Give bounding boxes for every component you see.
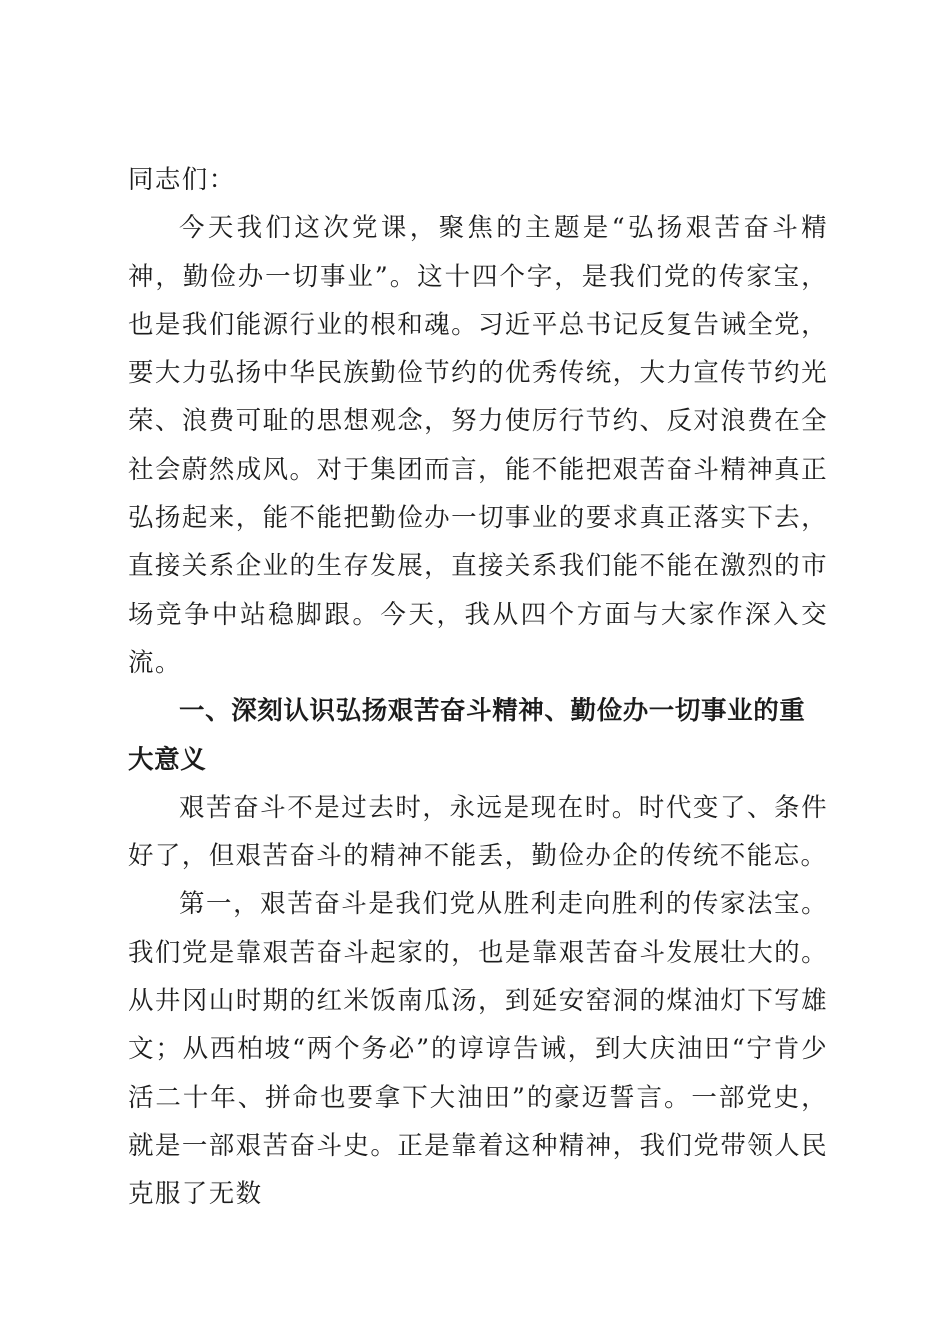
intro-paragraph: 今天我们这次党课，聚焦的主题是“弘扬艰苦奋斗精神，勤俭办一切事业”。这十四个字，是我们党的传家宝，也是我们能源行业的根和魂。习近平总书记反复告诫全党，要大力弘扬中华民族勤俭节约的优秀传统，大力宣传节约光荣、浪费可耻的思想观念，努力使厉行节约、反对浪费在全社会蔚然成风。对于集团而言，能不能把艰苦奋斗精神真正弘扬起来，能不能把勤俭办一切事业的要求真正落实下去，直接关系企业的生存发展，直接关系我们能不能在激烈的市场竞争中站稳脚跟。今天，我从四个方面与大家作深入交流。 [128, 213, 828, 678]
salutation: 同志们： [128, 165, 236, 195]
section-paragraph: 艰苦奋斗不是过去时，永远是现在时。时代变了、条件好了，但艰苦奋斗的精神不能丢，勤俭办企的传统不能忘。 [128, 792, 828, 872]
section-heading: 一、深刻认识弘扬艰苦奋斗精神、勤俭办一切事业的重大意义 [128, 696, 806, 775]
document-body [128, 156, 828, 1219]
section-paragraph: 第一，艰苦奋斗是我们党从胜利走向胜利的传家法宝。我们党是靠艰苦奋斗起家的，也是靠艰苦奋斗发展壮大的。从井冈山时期的红米饭南瓜汤，到延安窑洞的煤油灯下写雄文；从西柏坡“两个务必”的谆谆告诫，到大庆油田“宁肯少活二十年、拼命也要拿下大油田”的豪迈誓言。一部党史，就是一部艰苦奋斗史。正是靠着这种精神，我们党带领人民克服了无数 [128, 889, 828, 1210]
